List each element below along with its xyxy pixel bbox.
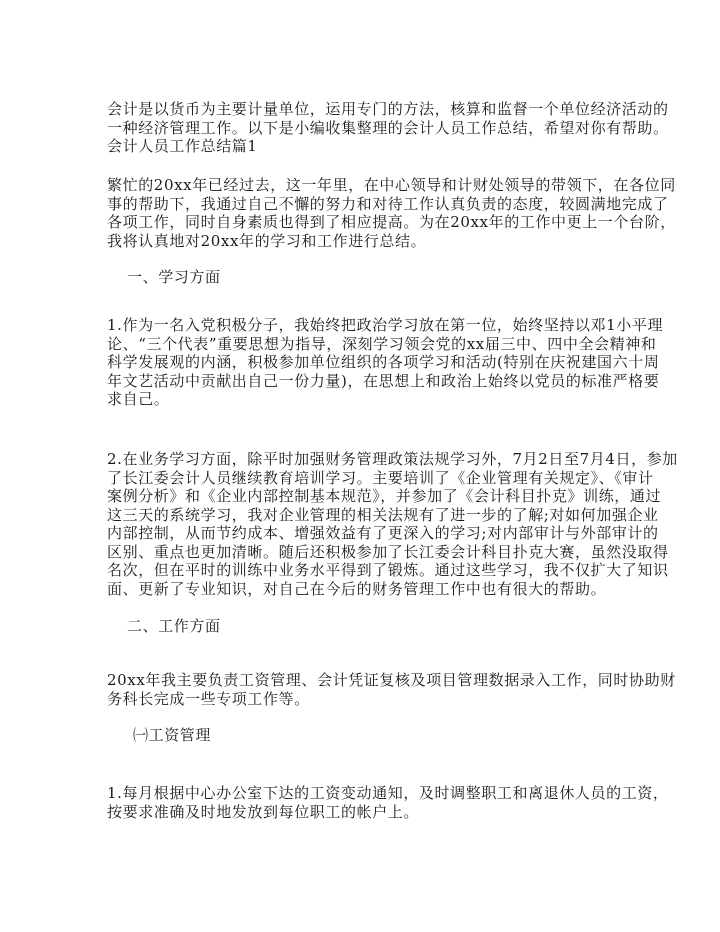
text-line: 事的帮助下，我通过自己不懈的努力和对待工作认真负责的态度，较圆满地完成了	[107, 194, 669, 213]
text-line: 内部控制，从而节约成本、增强效益有了更深入的学习;对内部审计与外部审计的	[107, 524, 659, 542]
text-line: 年文艺活动中贡献出自己一份力量)，在思想上和政治上始终以党员的标准严格要	[107, 371, 660, 390]
text-line: 一种经济管理工作。以下是小编收集整理的会计人员工作总结，希望对你有帮助。	[107, 118, 669, 137]
intro-paragraph	[107, 100, 669, 156]
text-line: 按要求准确及时地发放到每位职工的帐户上。	[107, 802, 420, 821]
section-heading-work: 二、工作方面	[127, 617, 221, 635]
text-line: 了长江委会计人员继续教育培训学习。主要培训了《企业管理有关规定》、《审计	[107, 468, 654, 487]
text-line: 案例分析》和《企业内部控制基本规范》，并参加了《会计科目扑克》训练，通过	[107, 487, 662, 505]
text-line: 1.每月根据中心办公室下达的工资变动通知，及时调整职工和离退休人员的工资，	[107, 784, 669, 802]
text-line: 繁忙的20xx年已经过去，这一年里，在中心领导和计财处领导的带领下，在各位同	[107, 176, 676, 194]
text-line: 这三天的系统学习，我对企业管理的相关法规有了进一步的了解;对如何加强企业	[107, 505, 659, 524]
text-line: 科学发展观的内涵，积极参加单位组织的各项学习和活动(特别在庆祝建国六十周	[107, 353, 660, 371]
text-line: 面、更新了专业知识，对自己在今后的财务管理工作中也有很大的帮助。	[107, 579, 607, 598]
text-line: 1.作为一名入党积极分子，我始终把政治学习放在第一位，始终坚持以邓1小平理	[107, 316, 664, 334]
text-line: 区别、重点也更加清晰。随后还积极参加了长江委会计科目扑克大赛，虽然没取得	[107, 542, 669, 561]
text-line: 求自己。	[107, 390, 170, 408]
salary-item-1	[107, 784, 669, 821]
text-line: 会计人员工作总结篇1	[107, 137, 258, 155]
text-line: 20xx年我主要负责工资管理、会计凭证复核及项目管理数据录入工作，同时协助财	[107, 671, 676, 689]
study-item-2	[107, 450, 678, 598]
study-item-1	[107, 316, 663, 409]
text-line: 我将认真地对20xx年的学习和工作进行总结。	[107, 231, 427, 250]
text-line: 名次，但在平时的训练中业务水平得到了锻炼。通过这些学习，我不仅扩大了知识	[107, 561, 669, 579]
work-paragraph	[107, 671, 676, 708]
section-heading-study: 一、学习方面	[127, 268, 221, 286]
text-line: 各项工作，同时自身素质也得到了相应提高。为在20xx年的工作中更上一个台阶，	[107, 213, 676, 231]
text-line: 2.在业务学习方面，除平时加强财务管理政策法规学习外，7月2日至7月4日，参加	[107, 450, 678, 468]
text-line: 论、“三个代表”重要思想为指导，深刻学习领会党的xx届三中、四中全会精神和	[107, 334, 657, 353]
text-line: 会计是以货币为主要计量单位，运用专门的方法，核算和监督一个单位经济活动的	[107, 100, 669, 118]
text-line: 务科长完成一些专项工作等。	[107, 689, 310, 708]
opening-paragraph	[107, 176, 676, 250]
subheading-salary: ㈠工资管理	[133, 726, 212, 744]
